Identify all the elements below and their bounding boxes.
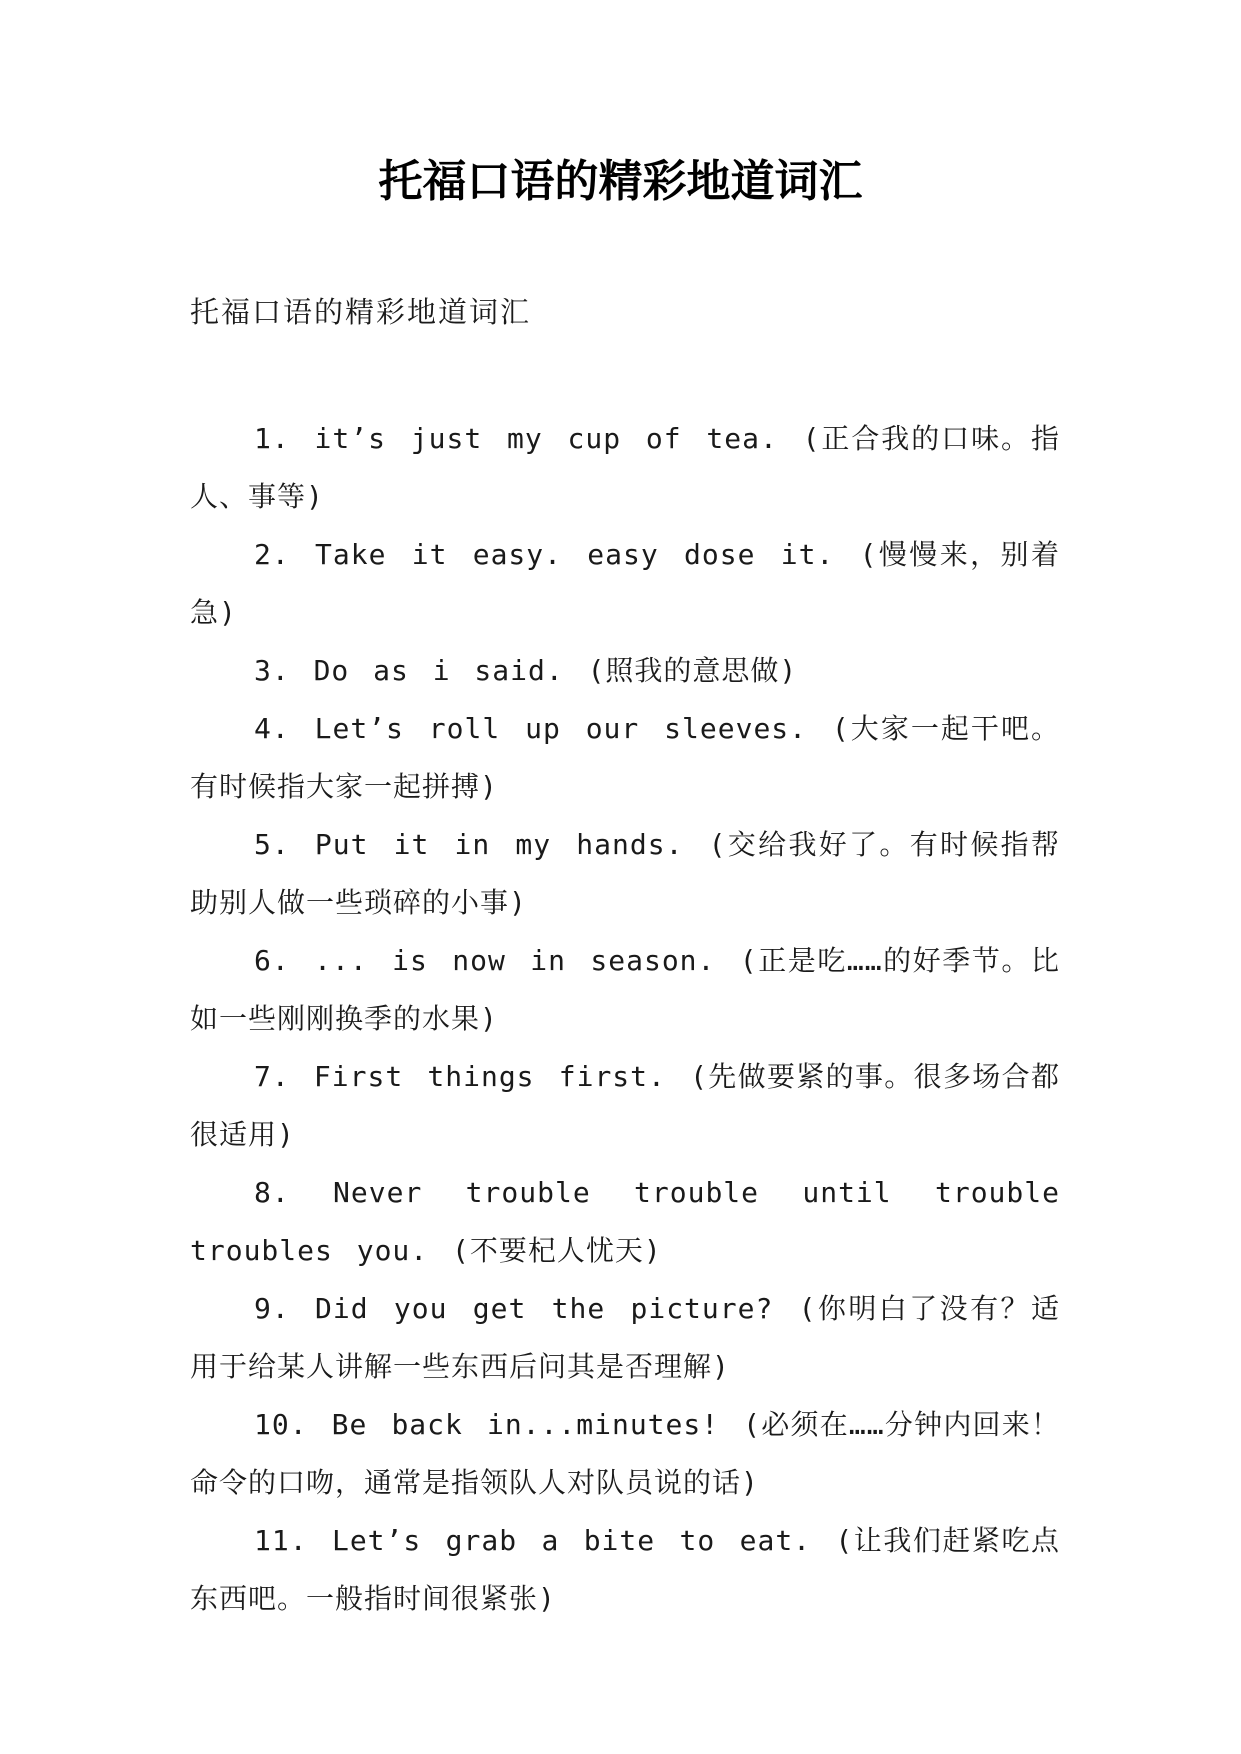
phrase-item: 4. Let’s roll up our sleeves. (大家一起干吧。有时候指大家一起拼搏) <box>190 712 1060 803</box>
phrase-item: 9. Did you get the picture? (你明白了没有？适用于给某人讲解一些东西后问其是否理解) <box>190 1292 1060 1383</box>
phrase-item: 1. it’s just my cup of tea. (正合我的口味。指人、事等) <box>190 422 1060 513</box>
phrase-item: 2. Take it easy. easy dose it. (慢慢来，别着急) <box>190 538 1060 629</box>
phrase-item: 10. Be back in...minutes! (必须在……分钟内回来！命令的口吻，通常是指领队人对队员说的话) <box>190 1408 1060 1499</box>
document-subtitle: 托福口语的精彩地道词汇 <box>190 295 532 329</box>
phrase-list <box>190 410 1060 1628</box>
phrase-item: 3. Do as i said. (照我的意思做) <box>254 654 798 687</box>
phrase-item: 8. Never trouble trouble until trouble troubles you. (不要杞人忧天) <box>190 1176 1060 1267</box>
document-title: 托福口语的精彩地道词汇 <box>378 156 863 207</box>
phrase-item: 11. Let’s grab a bite to eat. (让我们赶紧吃点东西吧。一般指时间很紧张) <box>190 1524 1060 1615</box>
phrase-item: 7. First things first. (先做要紧的事。很多场合都很适用) <box>190 1060 1060 1151</box>
phrase-item: 6. ... is now in season. (正是吃……的好季节。比如一些刚刚换季的水果) <box>190 944 1060 1035</box>
phrase-item: 5. Put it in my hands. (交给我好了。有时候指帮助别人做一些琐碎的小事) <box>190 828 1060 919</box>
